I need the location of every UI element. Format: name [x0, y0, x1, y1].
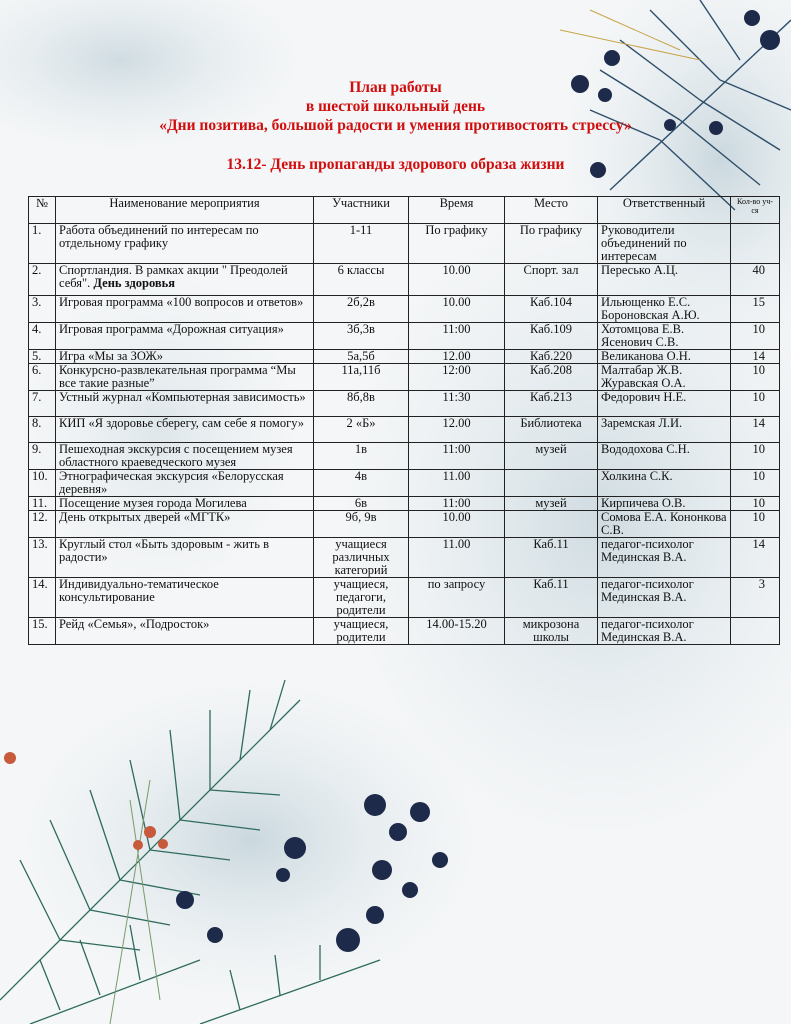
- row-participants: 6 классы: [314, 264, 409, 296]
- row-count: 14: [731, 417, 780, 443]
- col-header-time: Время: [409, 197, 505, 224]
- row-time: 10.00: [409, 264, 505, 296]
- row-time: по запросу: [409, 578, 505, 618]
- row-responsible: Сомова Е.А. Кононкова С.В.: [598, 511, 731, 538]
- row-name: [56, 511, 314, 538]
- row-place: Каб.213: [505, 391, 598, 417]
- table-row: [29, 538, 780, 578]
- row-place: микрозона школы: [505, 618, 598, 645]
- table-row: [29, 296, 780, 323]
- row-name: [56, 470, 314, 497]
- row-name: [56, 443, 314, 470]
- event-name-text: Этнографическая экскурсия «Белорусская деревня»: [59, 469, 284, 496]
- event-name-text: Спортландия. В рамках акции " Преодолей себя".: [59, 263, 288, 290]
- row-place: [505, 470, 598, 497]
- row-participants: учащиеся, родители: [314, 618, 409, 645]
- row-name: [56, 264, 314, 296]
- row-num: 5.: [29, 350, 56, 364]
- col-header-place: Место: [505, 197, 598, 224]
- row-count: 14: [731, 350, 780, 364]
- col-header-participants: Участники: [314, 197, 409, 224]
- title-line-2: в шестой школьный день: [305, 98, 486, 115]
- title-line-1: План работы: [349, 79, 442, 96]
- row-name: [56, 323, 314, 350]
- row-num: 6.: [29, 364, 56, 391]
- col-header-responsible: Ответственный: [598, 197, 731, 224]
- row-time: 11.00: [409, 538, 505, 578]
- row-place: Библиотека: [505, 417, 598, 443]
- row-num: 3.: [29, 296, 56, 323]
- row-responsible: педагог-психолог Мединская В.А.: [598, 538, 731, 578]
- event-name-text: Индивидуально-тематическое консультирование: [59, 577, 219, 604]
- row-responsible: Вододохова С.Н.: [598, 443, 731, 470]
- row-count: [731, 224, 780, 264]
- table-row: [29, 417, 780, 443]
- row-count: 10: [731, 511, 780, 538]
- row-count: 40: [731, 264, 780, 296]
- row-time: 11:30: [409, 391, 505, 417]
- row-num: 7.: [29, 391, 56, 417]
- row-name: [56, 391, 314, 417]
- row-responsible: педагог-психолог Мединская В.А.: [598, 618, 731, 645]
- col-header-count: Кол-во уч-ся: [731, 197, 780, 224]
- row-participants: 3б,3в: [314, 323, 409, 350]
- row-count: 10: [731, 364, 780, 391]
- table-header-row: [29, 197, 780, 224]
- row-count: 10: [731, 391, 780, 417]
- row-name: [56, 578, 314, 618]
- col-header-num: №: [29, 197, 56, 224]
- subtitle: 13.12- День пропаганды здорового образа жизни: [226, 156, 565, 173]
- table-row: [29, 497, 780, 511]
- row-place: [505, 511, 598, 538]
- event-name-text: КИП «Я здоровье сберегу, сам себе я помогу»: [59, 416, 305, 430]
- row-name: [56, 224, 314, 264]
- row-num: 1.: [29, 224, 56, 264]
- table-row: [29, 224, 780, 264]
- event-name-text: Рейд «Семья», «Подросток»: [59, 617, 210, 631]
- row-participants: 1в: [314, 443, 409, 470]
- row-name: [56, 350, 314, 364]
- row-responsible: Пересько А.Ц.: [598, 264, 731, 296]
- row-place: Каб.11: [505, 538, 598, 578]
- row-participants: учащиеся, педагоги, родители: [314, 578, 409, 618]
- row-time: 14.00-15.20: [409, 618, 505, 645]
- row-participants: 11а,11б: [314, 364, 409, 391]
- row-num: 9.: [29, 443, 56, 470]
- table-row: [29, 350, 780, 364]
- row-responsible: Заремская Л.И.: [598, 417, 731, 443]
- row-participants: 8б,8в: [314, 391, 409, 417]
- row-place: Каб.220: [505, 350, 598, 364]
- table-row: [29, 323, 780, 350]
- event-name-text: Устный журнал «Компьютерная зависимость»: [59, 390, 306, 404]
- row-time: 12:00: [409, 364, 505, 391]
- event-name-text: Пешеходная экскурсия с посещением музея областного краеведческого музея: [59, 442, 293, 469]
- table-row: [29, 578, 780, 618]
- row-name: [56, 538, 314, 578]
- row-responsible: Малтабар Ж.В. Журавская О.А.: [598, 364, 731, 391]
- row-responsible: Кирпичева О.В.: [598, 497, 731, 511]
- row-count: 10: [731, 323, 780, 350]
- row-num: 15.: [29, 618, 56, 645]
- row-responsible: Руководители объединений по интересам: [598, 224, 731, 264]
- row-time: 10.00: [409, 296, 505, 323]
- row-place: музей: [505, 497, 598, 511]
- row-place: музей: [505, 443, 598, 470]
- row-participants: 9б, 9в: [314, 511, 409, 538]
- row-num: 11.: [29, 497, 56, 511]
- row-num: 12.: [29, 511, 56, 538]
- row-time: 12.00: [409, 350, 505, 364]
- row-place: Каб.11: [505, 578, 598, 618]
- row-participants: 2 «Б»: [314, 417, 409, 443]
- row-num: 10.: [29, 470, 56, 497]
- row-count: [731, 618, 780, 645]
- row-place: Спорт. зал: [505, 264, 598, 296]
- row-count: 14: [731, 538, 780, 578]
- event-name-bold: День здоровья: [93, 276, 176, 290]
- row-participants: учащиеся различных категорий: [314, 538, 409, 578]
- table-row: [29, 364, 780, 391]
- row-participants: 2б,2в: [314, 296, 409, 323]
- row-time: 11:00: [409, 323, 505, 350]
- row-place: По графику: [505, 224, 598, 264]
- table-row: [29, 618, 780, 645]
- table-row: [29, 443, 780, 470]
- row-count: 10: [731, 497, 780, 511]
- row-responsible: Холкина С.К.: [598, 470, 731, 497]
- row-responsible: педагог-психолог Мединская В.А.: [598, 578, 731, 618]
- event-name-text: Игровая программа «100 вопросов и ответов»: [59, 295, 304, 309]
- row-num: 2.: [29, 264, 56, 296]
- row-participants: 1-11: [314, 224, 409, 264]
- row-num: 4.: [29, 323, 56, 350]
- row-time: 12.00: [409, 417, 505, 443]
- title-line-3: «Дни позитива, большой радости и умения противостоять стрессу»: [159, 117, 632, 134]
- row-place: Каб.109: [505, 323, 598, 350]
- row-participants: 6в: [314, 497, 409, 511]
- row-name: [56, 296, 314, 323]
- table-row: [29, 511, 780, 538]
- row-time: 11:00: [409, 443, 505, 470]
- row-time: По графику: [409, 224, 505, 264]
- row-count: 3: [731, 578, 780, 618]
- schedule-table: [28, 196, 780, 645]
- event-name-text: Круглый стол «Быть здоровым - жить в радости»: [59, 537, 269, 564]
- table-row: [29, 470, 780, 497]
- event-name-text: Конкурсно-развлекательная программа “Мы все такие разные”: [59, 363, 296, 390]
- title-block: [0, 78, 791, 135]
- col-header-name: Наименование мероприятия: [56, 197, 314, 224]
- row-time: 10.00: [409, 511, 505, 538]
- event-name-text: Посещение музея города Могилева: [59, 496, 247, 510]
- event-name-text: Игровая программа «Дорожная ситуация»: [59, 322, 284, 336]
- row-name: [56, 497, 314, 511]
- row-name: [56, 618, 314, 645]
- row-responsible: Великанова О.Н.: [598, 350, 731, 364]
- table-row: [29, 264, 780, 296]
- row-count: 10: [731, 470, 780, 497]
- row-name: [56, 364, 314, 391]
- event-name-text: День открытых дверей «МГТК»: [59, 510, 231, 524]
- event-name-text: Игра «Мы за ЗОЖ»: [59, 349, 164, 363]
- row-time: 11:00: [409, 497, 505, 511]
- row-count: 10: [731, 443, 780, 470]
- row-responsible: Федорович Н.Е.: [598, 391, 731, 417]
- row-num: 14.: [29, 578, 56, 618]
- row-participants: 4в: [314, 470, 409, 497]
- row-participants: 5а,5б: [314, 350, 409, 364]
- event-name-text: Работа объединений по интересам по отдельному графику: [59, 223, 259, 250]
- row-responsible: Ильющенко Е.С. Бороновская А.Ю.: [598, 296, 731, 323]
- row-time: 11.00: [409, 470, 505, 497]
- table-row: [29, 391, 780, 417]
- row-responsible: Хотомцова Е.В. Ясенович С.В.: [598, 323, 731, 350]
- row-name: [56, 417, 314, 443]
- row-place: Каб.104: [505, 296, 598, 323]
- row-place: Каб.208: [505, 364, 598, 391]
- row-num: 13.: [29, 538, 56, 578]
- row-count: 15: [731, 296, 780, 323]
- row-num: 8.: [29, 417, 56, 443]
